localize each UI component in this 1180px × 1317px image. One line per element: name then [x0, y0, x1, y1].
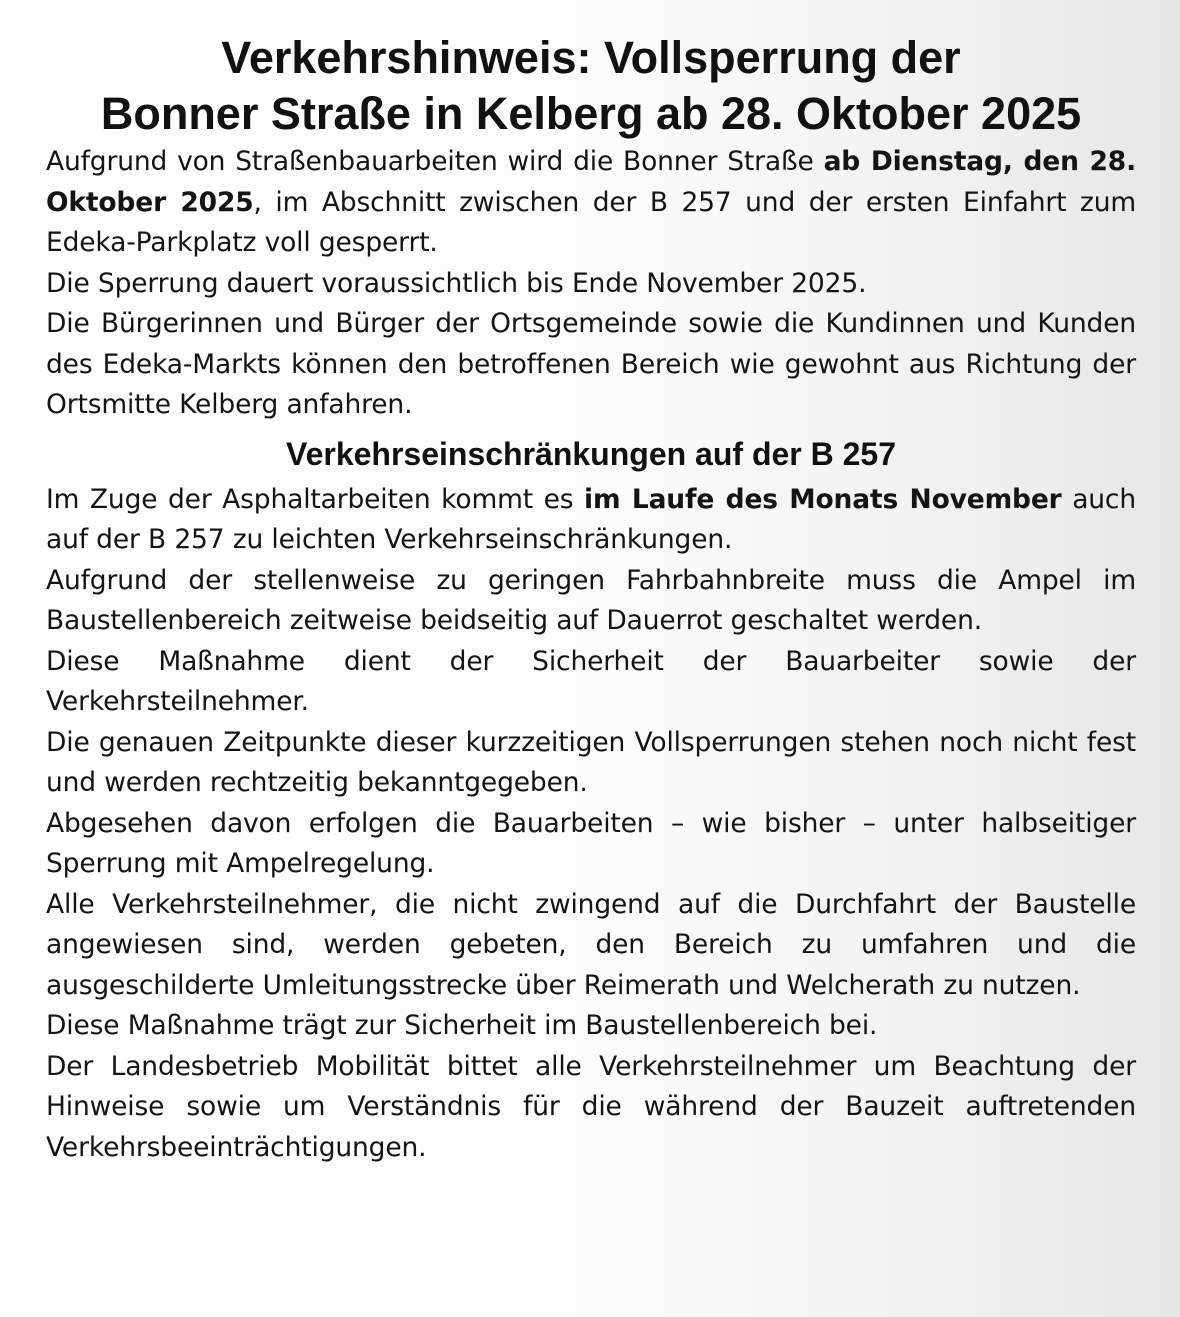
- section-heading-b257: Verkehrseinschränkungen auf der B 257: [285, 435, 897, 472]
- highlighted-period: im Laufe des Monats November: [584, 483, 1062, 515]
- paragraph-closure-intro: [46, 142, 1136, 264]
- section-b257: [46, 480, 1136, 1169]
- paragraph-text: , im Abschnitt zwischen der B 257 und der ersten Einfahrt zum Edeka-Parkplatz voll gesperrt.: [46, 186, 1137, 258]
- paragraph-access-info: Die Bürgerinnen und Bürger der Ortsgemeinde sowie die Kundinnen und Kunden des Edeka-Markts können den betroffenen Bereich wie gewohnt aus Richtung der Ortsmitte Kelberg anfahren.: [46, 308, 1136, 420]
- paragraph-text: Aufgrund von Straßenbauarbeiten wird die Bonner Straße: [46, 146, 824, 177]
- headline-line-1: Verkehrshinweis: Vollsperrung der: [221, 32, 961, 83]
- paragraph-text: Im Zuge der Asphaltarbeiten kommt es: [46, 483, 585, 515]
- paragraph-text: auch auf der B 257 zu leichten Verkehrseinschränkungen.: [46, 483, 1137, 555]
- paragraph-safety-note: Diese Maßnahme trägt zur Sicherheit im Baustellenbereich bei.: [46, 1010, 878, 1041]
- paragraph-asphalt-works: [46, 480, 1136, 561]
- section-closure: [46, 142, 1136, 426]
- paragraph-safety: Diese Maßnahme dient der Sicherheit der Bauarbeiter sowie der Verkehrsteilnehmer.: [46, 645, 1136, 717]
- article: [46, 30, 1136, 1168]
- paragraph-detour: Alle Verkehrsteilnehmer, die nicht zwingend auf die Durchfahrt der Baustelle angewiesen sind, werden gebeten, den Bereich zu umfahren und die ausgeschilderte Umleitungsstrecke über Reimerath und Welcherath zu nutzen.: [46, 888, 1136, 1001]
- headline: [46, 30, 1136, 142]
- paragraph-half-closure: Abgesehen davon erfolgen die Bauarbeiten – wie bisher – unter halbseitiger Sperrung mit Ampelregelung.: [46, 807, 1136, 879]
- headline-line-2: Bonner Straße in Kelberg ab 28. Oktober 2025: [100, 88, 1082, 139]
- paragraph-closure-duration: Die Sperrung dauert voraussichtlich bis Ende November 2025.: [46, 267, 867, 299]
- paragraph-closing-request: Der Landesbetrieb Mobilität bittet alle Verkehrsteilnehmer um Beachtung der Hinweise sowie um Verständnis für die während der Bauzeit auftretenden Verkehrsbeeinträchtigungen.: [46, 1050, 1136, 1163]
- highlighted-date: ab Dienstag, den 28. Oktober 2025: [46, 146, 1136, 218]
- paragraph-traffic-light: Aufgrund der stellenweise zu geringen Fahrbahnbreite muss die Ampel im Baustellenbereich zeitweise beidseitig auf Dauerrot geschaltet werden.: [46, 564, 1136, 636]
- paragraph-timing: Die genauen Zeitpunkte dieser kurzzeitigen Vollsperrungen stehen noch nicht fest und werden rechtzeitig bekanntgegeben.: [46, 726, 1136, 798]
